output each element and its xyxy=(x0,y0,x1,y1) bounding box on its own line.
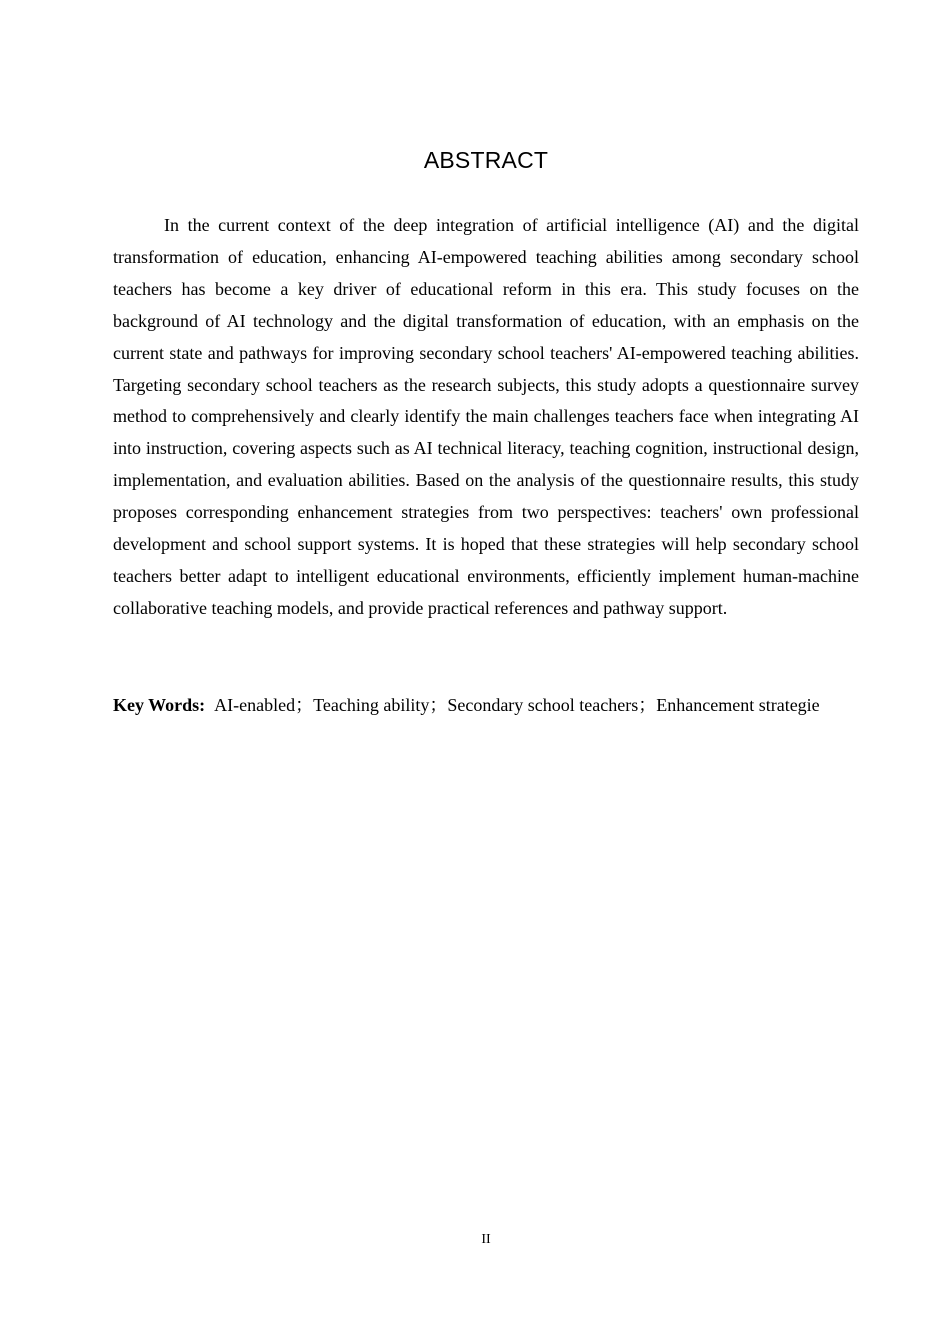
page-number: II xyxy=(481,1232,491,1247)
keywords-line xyxy=(113,689,859,721)
keywords-spacer xyxy=(205,695,214,715)
keywords-label: Key Words: xyxy=(113,695,206,715)
abstract-title: ABSTRACT xyxy=(423,147,549,173)
abstract-paragraph: In the current context of the deep integration of artificial intelligence (AI) and the digital transformation of education, enhancing AI-empowered teaching abilities among secondary school teachers has become a key driver of educational reform in this era. This study focuses on the background of AI technology and the digital transformation of education, with an emphasis on the current state and pathways for improving secondary school teachers' AI-empowered teaching abilities. Targeting secondary school teachers as the research subjects, this study adopts a questionnaire survey method to comprehensively and clearly identify the main challenges teachers face when integrating AI into instruction, covering aspects such as AI technical literacy, teaching cognition, instructional design, implementation, and evaluation abilities. Based on the analysis of the questionnaire results, this study proposes corresponding enhancement strategies from two perspectives: teachers' own professional development and school support systems. It is hoped that these strategies will help secondary school teachers better adapt to intelligent educational environments, efficiently implement human-machine collaborative teaching models, and provide practical references and pathway support. xyxy=(113,215,859,618)
keywords-list: AI-enabled；Teaching ability；Secondary school teachers；Enhancement strategie xyxy=(214,695,820,715)
